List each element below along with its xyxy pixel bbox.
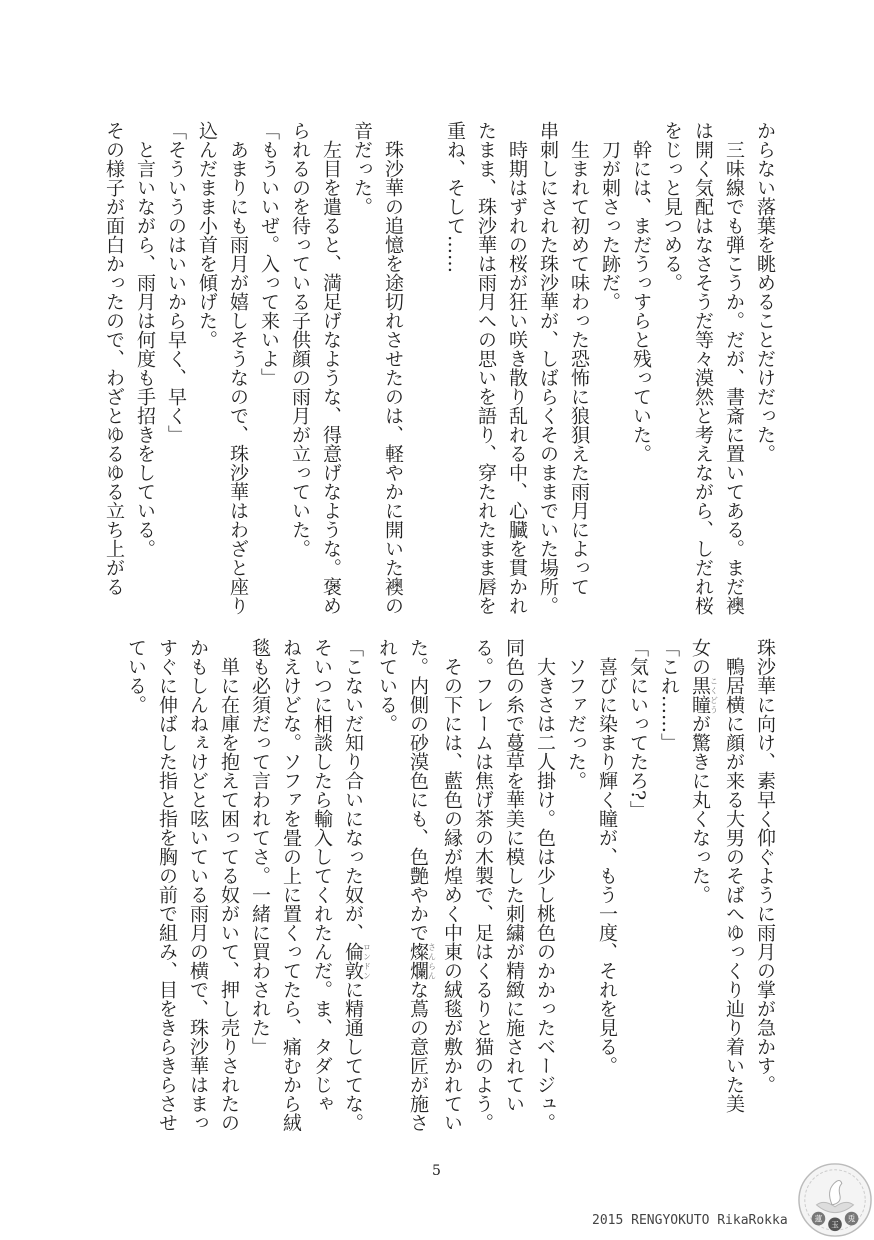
text-column: 生まれて初めて味わった恐怖に狼狽えた雨月によって [568, 121, 590, 596]
text-column: 音だった。 [351, 121, 373, 216]
ruby-base: 倫敦 [342, 942, 364, 980]
text-column [684, 638, 718, 1118]
text-block-top [98, 121, 780, 615]
text-column: る。フレームは焦げ茶の木製で、足はくるりと猫のよう。 [472, 638, 494, 1132]
text-column: 珠沙華の追憶を途切れさせたのは、軽やかに開いた襖の [382, 121, 404, 615]
text-block-bottom [120, 638, 780, 1132]
svg-text:蓮: 蓮 [814, 1214, 823, 1224]
text-segment: に精通しててな。 [342, 980, 364, 1132]
text-column [408, 121, 439, 601]
text-column [337, 638, 372, 1132]
text-column: と言いながら、雨月は何度も手招きをしている。 [134, 121, 156, 558]
text-column: 同色の糸で蔓草を華美に模した刺繍が精緻に施されてい [503, 638, 525, 1113]
text-column: ねえけどな。ソファを畳の上に置くってたら、痛むから絨 [280, 638, 302, 1132]
text-segment: た。内側の砂漠色にも、色艶やかで [407, 638, 429, 942]
ruby-reading: こくどう [709, 676, 719, 714]
text-column: ている。 [125, 638, 147, 714]
ruby-base: 燦爛 [407, 942, 429, 980]
text-column: 込んだまま小首を傾げた。 [196, 121, 218, 349]
text-column: そいつに相談したら輸入してくれたんだ。ま、タダじゃ [311, 638, 333, 1113]
ruby-word [689, 676, 719, 714]
text-column: 左目を遣ると、満足げなような、得意げなような。褒め [320, 121, 342, 615]
text-column: 鴨居横に顔が来る大男のそばへゆっくり辿り着いた美 [723, 638, 745, 1113]
text-column: 刀が刺さった跡だ。 [599, 121, 621, 311]
ruby-reading: ロンドン [362, 942, 372, 980]
svg-text:兎: 兎 [847, 1214, 856, 1224]
ruby-word [342, 942, 372, 980]
text-segment: な蔦の意匠が施さ [407, 980, 429, 1132]
ruby-reading: さんらん [427, 942, 437, 980]
text-column: れている。 [376, 638, 398, 733]
text-segment: が驚きに丸くなった。 [689, 714, 711, 904]
text-column: 毯も必須だって言われてさ。一緒に買わされた」 [249, 638, 271, 1056]
text-column: は開く気配はなさそうだ等々漠然と考えながら、しだれ桜 [692, 121, 714, 615]
text-column: 大きさは二人掛け。色は少し桃色のかかったベージュ。 [534, 638, 556, 1132]
text-column: その様子が面白かったので、わざとゆるゆる立ち上がる [103, 121, 125, 596]
text-column: 喜びに染まり輝く瞳が、もう一度、それを見る。 [596, 638, 618, 1075]
text-column: 「気にいってたろ?」 [627, 638, 649, 820]
text-column: かもしんねぇけどと呟いている雨月の横で、珠沙華はまっ [187, 638, 209, 1132]
text-column: られるのを待っている子供顔の雨月が立っていた。 [289, 121, 311, 558]
text-column: その下には、藍色の縁が煌めく中東の絨毯が敷かれてい [441, 638, 463, 1132]
text-column: 単に在庫を抱えて困ってる奴がいて、押し売りされたの [218, 638, 240, 1132]
text-column: 重ね、そして…… [444, 121, 466, 273]
text-column: 「もういいぜ。入って来いよ」 [258, 121, 280, 387]
circle-seal-logo-icon [797, 1162, 873, 1238]
ruby-base: 黒瞳 [689, 676, 711, 714]
svg-text:玉: 玉 [831, 1220, 839, 1230]
footer-credit: 2015 RENGYOKUTO RikaRokka [592, 1213, 788, 1228]
text-column: あまりにも雨月が嬉しそうなので、珠沙華はわざと座り [227, 121, 249, 615]
text-segment: 「こないだ知り合いになった奴が、 [342, 638, 364, 942]
text-column: からない落葉を眺めることだけだった。 [754, 121, 776, 463]
text-column: 幹には、まだうっすらと残っていた。 [630, 121, 652, 463]
text-segment: 女の [689, 638, 711, 676]
text-column: 時期はずれの桜が狂い咲き散り乱れる中、心臓を貫かれ [506, 121, 528, 615]
text-column: をじっと見つめる。 [661, 121, 683, 292]
text-column: すぐに伸ばした指と指を胸の前で組み、目をきらきらさせ [156, 638, 178, 1132]
text-column: 「これ……」 [658, 638, 680, 752]
text-column: 三味線でも弾こうか。だが、書斎に置いてある。まだ襖 [723, 121, 745, 615]
text-column: 珠沙華に向け、素早く仰ぐように雨月の掌が急かす。 [754, 638, 776, 1094]
text-column: 「そういうのはいいから早く、早く」 [165, 121, 187, 444]
text-column: ソファだった。 [565, 638, 587, 790]
text-column: 串刺しにされた珠沙華が、しばらくそのままでいた場所。 [537, 121, 559, 615]
text-column: たまま、珠沙華は雨月への思いを語り、穿たれたまま唇を [475, 121, 497, 615]
ruby-word [407, 942, 437, 980]
text-column [402, 638, 437, 1132]
page-number: 5 [432, 1163, 441, 1179]
